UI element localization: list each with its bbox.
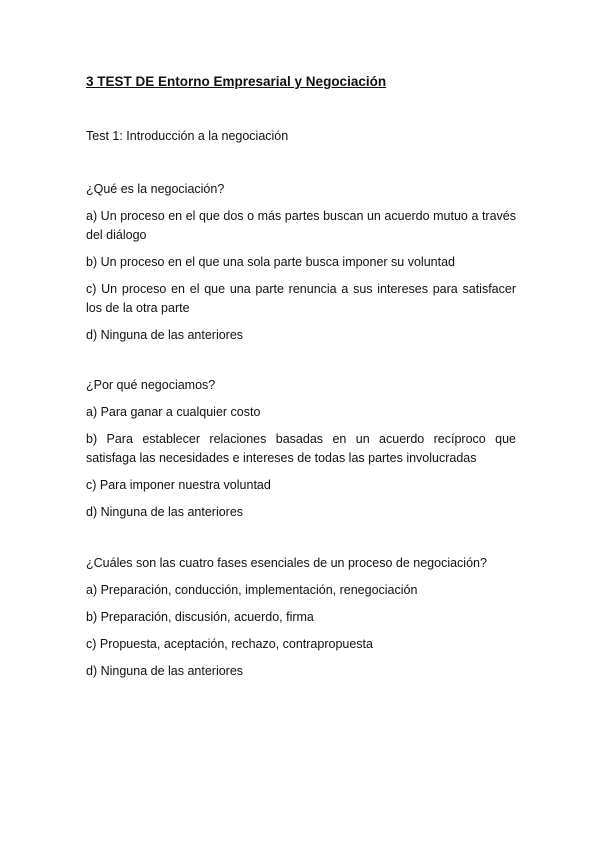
answer-option-a: a) Preparación, conducción, implementación, renegociación — [86, 583, 418, 597]
question-text: ¿Por qué negociamos? — [86, 378, 216, 392]
answer-option-a: a) Para ganar a cualquier costo — [86, 405, 261, 419]
answer-option-b: b) Para establecer relaciones basadas en un acuerdo recíproco que satisfaga las necesidades e intereses de todas las partes involucradas — [86, 432, 516, 465]
answer-option-d: d) Ninguna de las anteriores — [86, 328, 244, 342]
question-text: ¿Cuáles son las cuatro fases esenciales de un proceso de negociación? — [86, 556, 487, 570]
answer-option-b: b) Un proceso en el que una sola parte busca imponer su voluntad — [86, 255, 455, 269]
question-block-1 — [86, 180, 516, 353]
answer-option-c: c) Propuesta, aceptación, rechazo, contrapropuesta — [86, 637, 373, 651]
answer-option-d: d) Ninguna de las anteriores — [86, 505, 244, 519]
answer-option-a: a) Un proceso en el que dos o más partes buscan un acuerdo mutuo a través del diálogo — [86, 209, 516, 242]
document-title: 3 TEST DE Entorno Empresarial y Negociación — [86, 74, 387, 89]
question-block-3 — [86, 554, 516, 689]
answer-option-c: c) Un proceso en el que una parte renuncia a sus intereses para satisfacer los de la otra parte — [86, 282, 516, 315]
answer-option-b: b) Preparación, discusión, acuerdo, firma — [86, 610, 314, 624]
question-block-2 — [86, 376, 516, 530]
answer-option-c: c) Para imponer nuestra voluntad — [86, 478, 271, 492]
test-heading: Test 1: Introducción a la negociación — [86, 129, 289, 143]
answer-option-d: d) Ninguna de las anteriores — [86, 664, 244, 678]
question-text: ¿Qué es la negociación? — [86, 182, 225, 196]
